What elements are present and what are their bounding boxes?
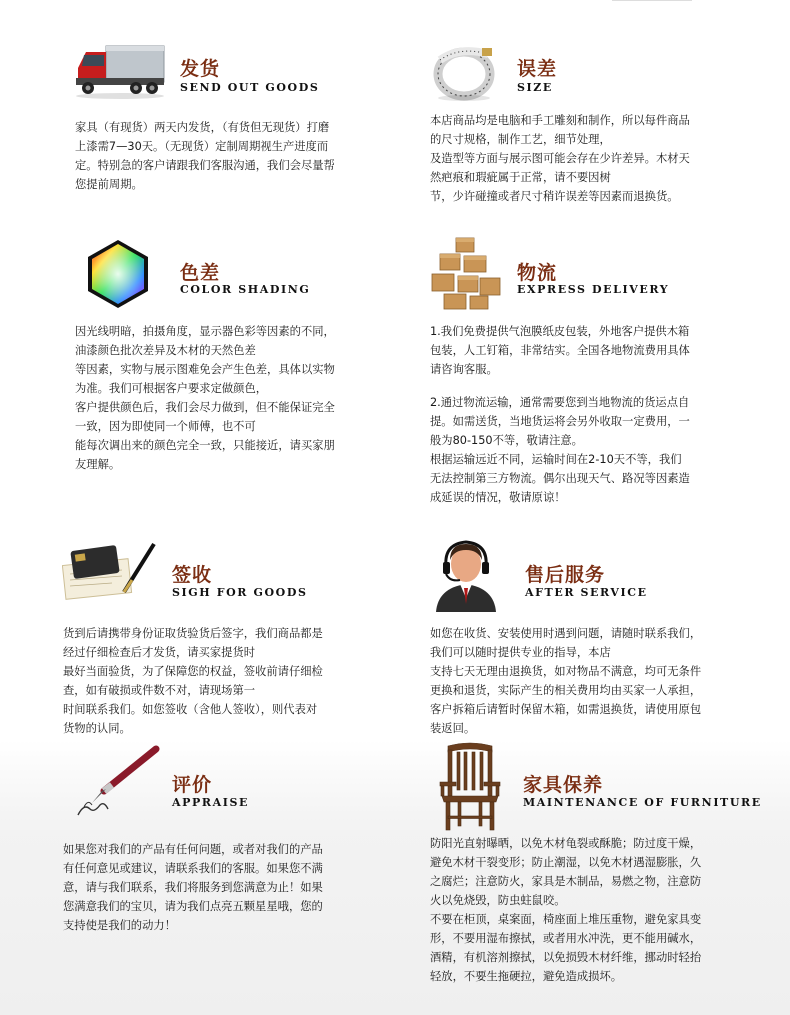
after-sales-subtitle: AFTER SERVICE — [525, 586, 648, 599]
body-line: 支持七天无理由退换货，如对物品不满意，均可无条件 — [430, 665, 702, 678]
body-line: 1.我们免费提供气泡膜纸皮包装，外地客户提供木箱 — [430, 325, 690, 338]
fountain-pen-icon — [70, 745, 160, 821]
after-sales-body — [430, 624, 701, 738]
logistics-body — [430, 322, 690, 507]
wooden-chair-icon — [438, 742, 502, 832]
body-line: 的尺寸规格，制作工艺，细节处理， — [430, 133, 611, 146]
body-line: 友理解。 — [75, 458, 121, 471]
tape-measure-icon — [430, 40, 502, 104]
body-line: 家具（有现货）两天内发货，（有货但无现货）打磨 — [75, 121, 330, 134]
receipt-body — [63, 624, 323, 738]
body-line: 节，少许碰撞或者尺寸稍许误差等因素而退换货。 — [430, 190, 679, 203]
body-line: 般为80-150不等，敬请注意。 — [430, 434, 583, 447]
size-title: 误差 — [517, 58, 558, 80]
body-line: 包装，人工钉箱，非常结实。全国各地物流费用具体 — [430, 344, 690, 357]
body-line: 提。如需送货，当地货运将会另外收取一定费用，一 — [430, 415, 690, 428]
shipping-title: 发货 — [180, 58, 221, 80]
boxes-icon — [428, 234, 504, 314]
body-line: 本店商品均是电脑和手工雕刻和制作，所以每件商品 — [430, 114, 690, 127]
receipt-subtitle: SIGH FOR GOODS — [172, 586, 308, 599]
color-subtitle: COLOR SHADING — [180, 283, 311, 296]
shipping-body — [75, 118, 335, 194]
body-line: 我们可以随时提供专业的指导，本店 — [430, 646, 611, 659]
body-line: 油漆颜色批次差异及木材的天然色差 — [75, 344, 256, 357]
body-line: 您满意我们的宝贝，请为我们点亮五颗星星哦，您的 — [63, 900, 323, 913]
body-line: 根据运输远近不同，运输时间在2-10天不等，我们 — [430, 453, 682, 466]
review-title: 评价 — [172, 774, 213, 796]
body-line: 及造型等方面与展示图可能会存在少许差异。木材天 — [430, 152, 690, 165]
body-line: 请咨询客服。 — [430, 363, 498, 376]
body-line — [430, 379, 690, 393]
body-line: 防阳光直射曝晒，以免木材龟裂或酥脆；防过度干燥， — [430, 837, 702, 850]
review-subtitle: APPRAISE — [172, 796, 250, 809]
body-line: 上漆需7—30天。（无现货）定制周期视生产进度而 — [75, 140, 329, 153]
body-line: 装返回。 — [430, 722, 476, 735]
body-line: 等因素，实物与展示图难免会产生色差，具体以实物 — [75, 363, 335, 376]
after-sales-title: 售后服务 — [525, 564, 606, 586]
headset-agent-icon — [432, 538, 500, 612]
body-line: 定。特别急的客户请跟我们客服沟通，我们会尽量帮 — [75, 159, 335, 172]
body-line: 不要在柜顶，桌案面，椅座面上堆压重物，避免家具变 — [430, 913, 702, 926]
body-line: 经过仔细检查后才发货，请买家提货时 — [63, 646, 256, 659]
top-divider — [612, 0, 692, 1]
body-line: 为准。我们可根据客户要求定做颜色， — [75, 382, 268, 395]
size-body — [430, 111, 690, 206]
truck-icon — [74, 42, 166, 100]
body-line: 时间联系我们。如您签收（含他人签收），则代表对 — [63, 703, 318, 716]
color-title: 色差 — [180, 262, 221, 284]
body-line: 酒精，有机溶剂擦拭，以免损毁木材纤维，挪动时轻抬 — [430, 951, 702, 964]
body-line: 最好当面验货，为了保障您的权益，签收前请仔细检 — [63, 665, 323, 678]
body-line: 一致，因为即使同一个师傅，也不可 — [75, 420, 256, 433]
body-line: 客户提供颜色后，我们会尽力做到，但不能保证完全 — [75, 401, 335, 414]
care-title: 家具保养 — [523, 774, 604, 796]
body-line: 有任何意见或建议，请联系我们的客服。如果您不满 — [63, 862, 323, 875]
body-line: 因光线明暗，拍摄角度，显示器色彩等因素的不同， — [75, 325, 335, 338]
body-line: 无法控制第三方物流。偶尔出现天气、路况等因素造 — [430, 472, 690, 485]
body-line: 支持使是我们的动力！ — [63, 919, 176, 932]
body-line: 客户拆箱后请暂时保留木箱，如需退换货，请使用原包 — [430, 703, 702, 716]
logistics-title: 物流 — [517, 262, 558, 284]
receipt-title: 签收 — [172, 564, 213, 586]
body-line: 意，请与我们联系，我们将服务到您满意为止！如果 — [63, 881, 323, 894]
color-body — [75, 322, 335, 474]
card-and-pen-icon — [62, 540, 158, 602]
body-line: 查，如有破损或件数不对，请现场第一 — [63, 684, 256, 697]
size-subtitle: SIZE — [517, 81, 553, 94]
body-line: 成延误的情况，敬请原谅！ — [430, 491, 566, 504]
body-line: 如您在收货、安装使用时遇到问题，请随时联系我们， — [430, 627, 702, 640]
logistics-subtitle: EXPRESS DELIVERY — [517, 283, 670, 296]
shipping-subtitle: SEND OUT GOODS — [180, 81, 320, 94]
body-line: 火以免烧毁，防虫蛀鼠咬。 — [430, 894, 566, 907]
care-body — [430, 834, 701, 986]
body-line: 货物的认同。 — [63, 722, 131, 735]
body-line: 如果您对我们的产品有任何问题，或者对我们的产品 — [63, 843, 323, 856]
body-line: 货到后请携带身份证取货验货后签字，我们商品都是 — [63, 627, 323, 640]
color-hexagon-icon — [84, 238, 152, 310]
body-line: 避免木材干裂变形；防止潮湿，以免木材遇湿膨胀，久 — [430, 856, 702, 869]
body-line: 形，不要用湿布擦拭，或者用水冲洗，更不能用碱水， — [430, 932, 702, 945]
body-line: 轻放，不要生拖硬拉，避免造成损坏。 — [430, 970, 623, 983]
body-line: 然疤痕和瑕疵属于正常，请不要因树 — [430, 171, 611, 184]
review-body — [63, 840, 323, 935]
body-line: 更换和退货，实际产生的相关费用均由买家一人承担， — [430, 684, 702, 697]
body-line: 您提前周期。 — [75, 178, 143, 191]
body-line: 之腐烂；注意防火，家具是木制品，易燃之物，注意防 — [430, 875, 702, 888]
body-line: 能每次调出来的颜色完全一致，只能接近，请买家朋 — [75, 439, 335, 452]
care-subtitle: MAINTENANCE OF FURNITURE — [523, 796, 762, 809]
body-line: 2.通过物流运输，通常需要您到当地物流的货运点自 — [430, 396, 690, 409]
